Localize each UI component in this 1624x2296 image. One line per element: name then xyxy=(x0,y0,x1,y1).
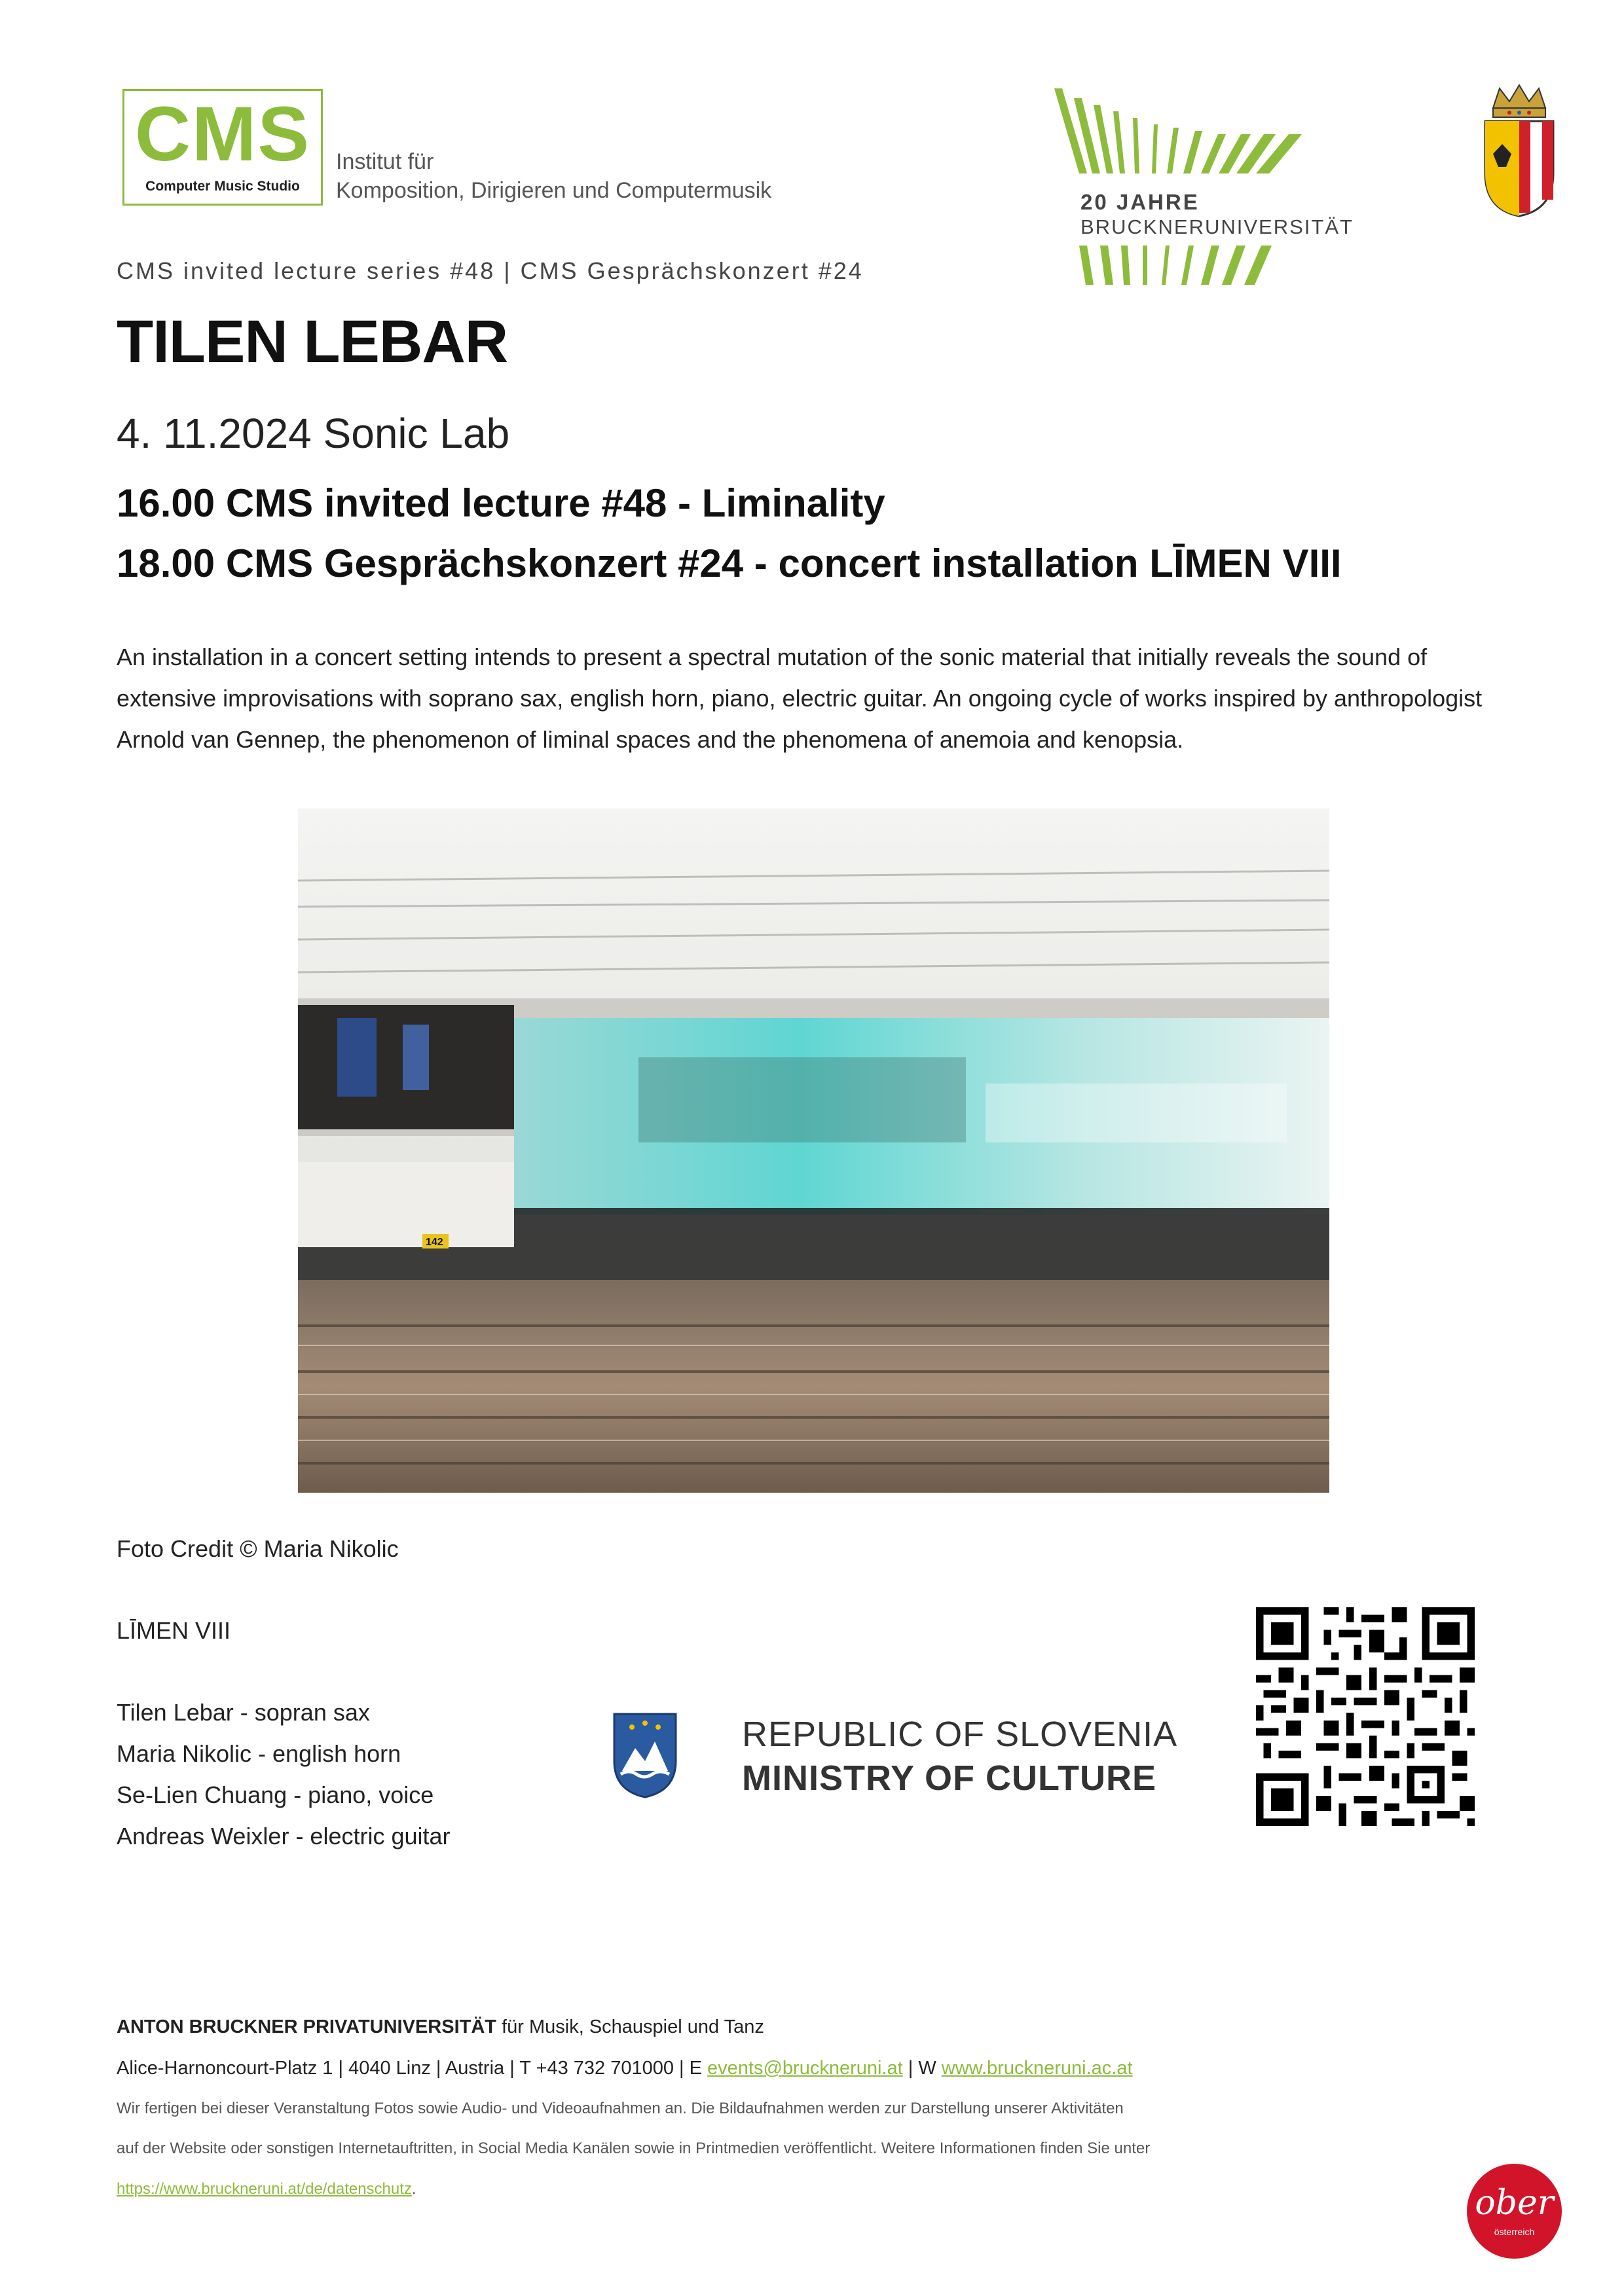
footer-web-separator: | W xyxy=(902,2058,942,2079)
performer-item: Se-Lien Chuang - piano, voice xyxy=(117,1781,434,1808)
date-venue: 4. 11.2024 Sonic Lab xyxy=(117,410,510,457)
concert-heading: 18.00 CMS Gesprächskonzert #24 - concert installation LĪMEN VIII xyxy=(117,541,1342,585)
train-photo xyxy=(298,809,1329,1493)
oberoesterreich-logo xyxy=(1467,2164,1562,2259)
performer-item: Maria Nikolic - english horn xyxy=(117,1740,401,1767)
photo-sign: 142 xyxy=(426,1237,443,1248)
oberoesterreich-logo-subtext: österreich xyxy=(1494,2227,1535,2237)
footer-org-name: ANTON BRUCKNER PRIVATUNIVERSITÄT xyxy=(117,2016,497,2037)
bruckner-logo-line-1: 20 JAHRE xyxy=(1080,190,1200,214)
institute-line-2: Komposition, Dirigieren und Computermusik xyxy=(336,178,772,203)
page-title: TILEN LEBAR xyxy=(117,308,508,375)
piece-title: LĪMEN VIII xyxy=(117,1617,231,1644)
cms-logo xyxy=(122,89,323,206)
description-paragraph: An installation in a concert setting intends to present a spectral mutation of the sonic material that initially reveals the sound of extensive improvisations with soprano sax, english horn, piano, electric guitar. An ongoing cycle of works inspired by anthropologist Arnold van Gennep, the phenomenon of liminal spaces and the phenomena of anemoia and kenopsia. xyxy=(117,644,1483,753)
institute-line-1: Institut für xyxy=(336,149,434,174)
photo-credit: Foto Credit © Maria Nikolic xyxy=(117,1535,399,1562)
performer-item: Andreas Weixler - electric guitar xyxy=(117,1823,451,1850)
cms-logo-text: CMS xyxy=(134,91,311,177)
privacy-link-end: . xyxy=(411,2180,416,2198)
footer-contact xyxy=(117,2058,1133,2079)
website-link[interactable]: www.bruckneruni.ac.at xyxy=(941,2058,1133,2079)
slovenia-line-1: REPUBLIC OF SLOVENIA xyxy=(742,1715,1178,1754)
coat-of-arms-icon xyxy=(1480,82,1559,219)
footer-org-subtitle: für Musik, Schauspiel und Tanz xyxy=(496,2016,764,2037)
privacy-link-line xyxy=(117,2180,416,2198)
performer-item: Tilen Lebar - sopran sax xyxy=(117,1699,370,1726)
cms-logo-subtitle: Computer Music Studio xyxy=(145,179,300,194)
privacy-link[interactable]: https://www.bruckneruni.at/de/datenschutz xyxy=(117,2180,412,2198)
slovenia-line-2: MINISTRY OF CULTURE xyxy=(742,1758,1156,1798)
slovenia-emblem-icon xyxy=(609,1709,681,1800)
oberoesterreich-logo-text: ober xyxy=(1475,2183,1554,2223)
bruckner-anniversary-logo xyxy=(1048,82,1356,291)
series-line: CMS invited lecture series #48 | CMS Gesprächskonzert #24 xyxy=(117,257,864,284)
bruckner-logo-line-2: BRUCKNERUNIVERSITÄT xyxy=(1080,215,1354,238)
footer-organization xyxy=(117,2016,764,2038)
email-link[interactable]: events@bruckneruni.at xyxy=(707,2058,903,2079)
lecture-heading: 16.00 CMS invited lecture #48 - Liminality xyxy=(117,481,885,525)
qr-code[interactable] xyxy=(1256,1607,1475,1826)
privacy-note-line-2: auf der Website oder sonstigen Internetauftritten, in Social Media Kanälen sowie in Printmedien veröffentlicht. Weitere Informationen finden Sie unter xyxy=(117,2140,1151,2157)
privacy-note-line-1: Wir fertigen bei dieser Veranstaltung Fotos sowie Audio- und Videoaufnahmen an. Die Bildaufnahmen werden zur Darstellung unserer Aktivitäten xyxy=(117,2100,1124,2117)
footer-address: Alice-Harnoncourt-Platz 1 | 4040 Linz | Austria | T +43 732 701000 | E xyxy=(117,2058,708,2079)
